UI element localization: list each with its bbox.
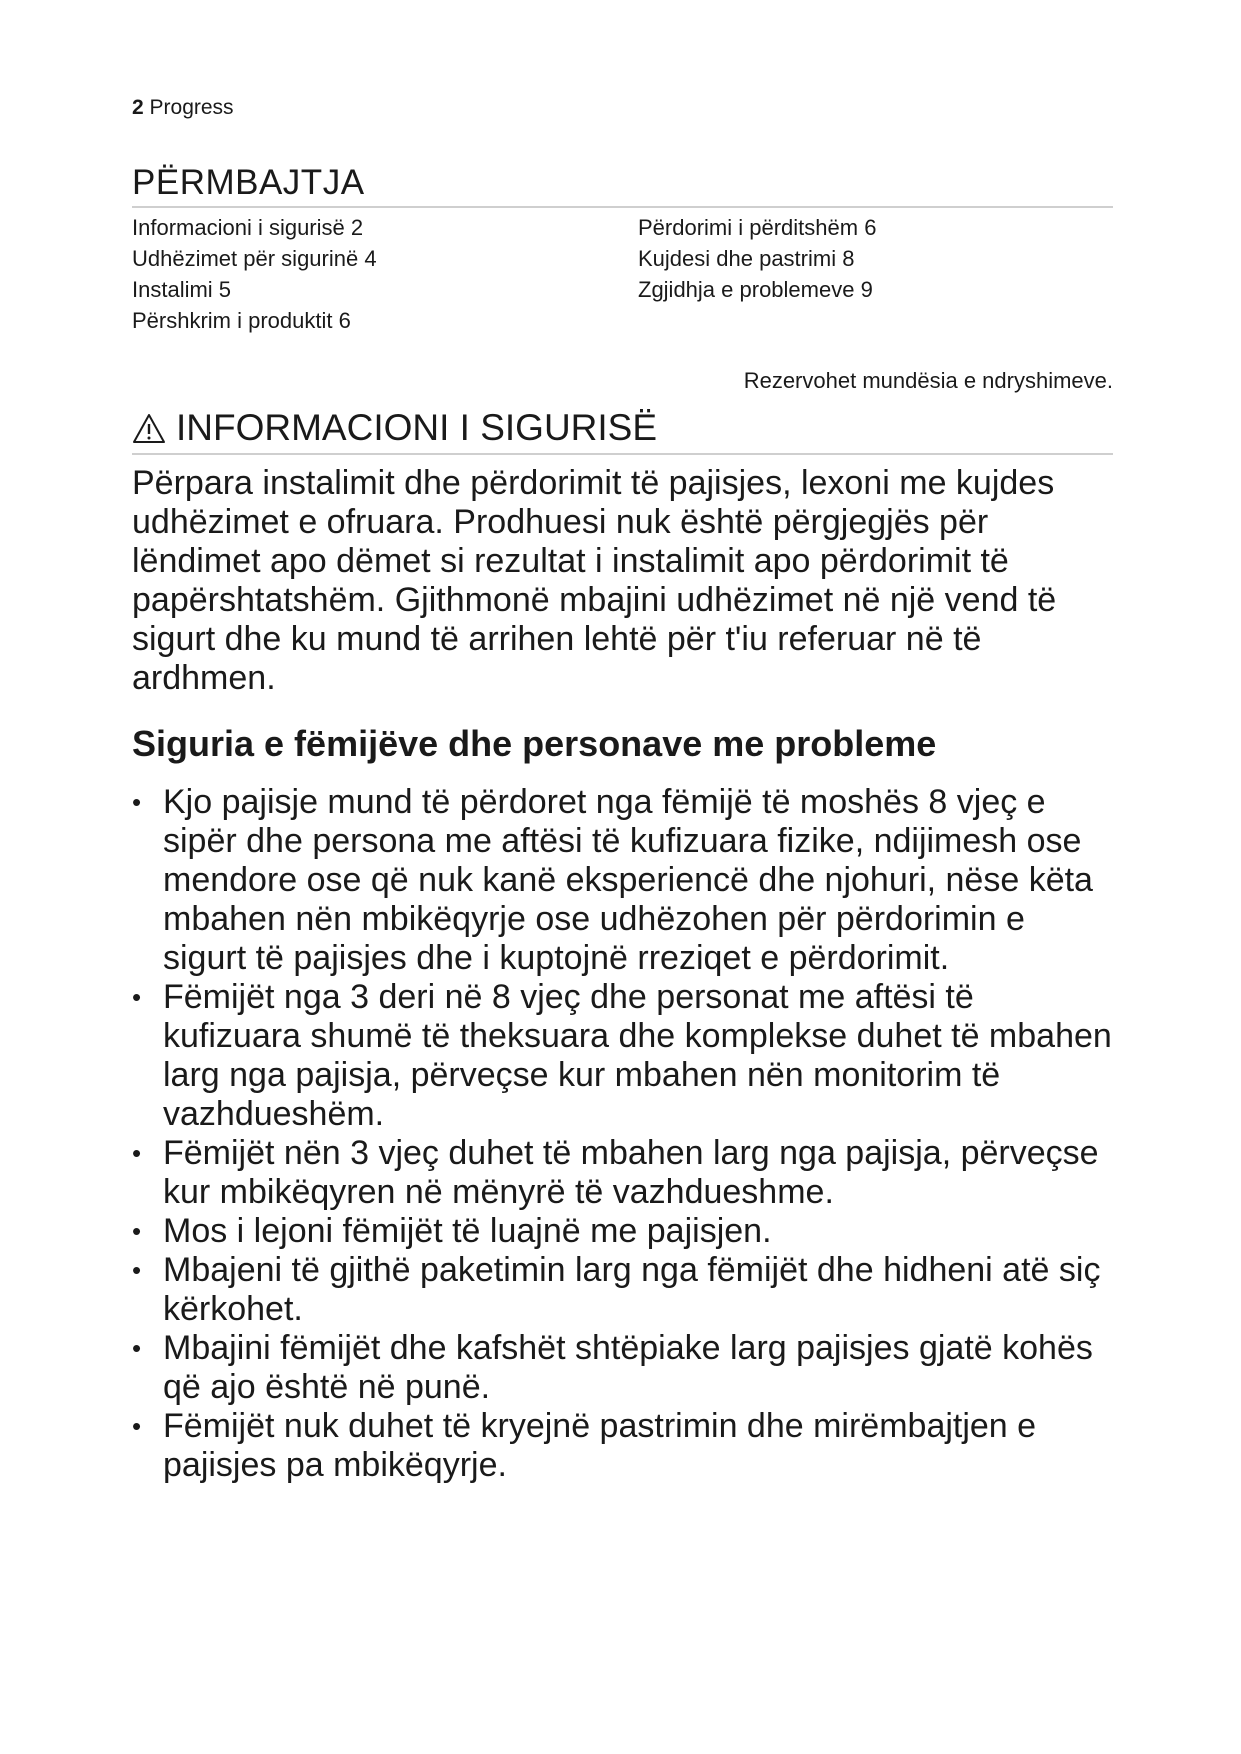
list-item <box>132 1407 1113 1485</box>
warning-icon <box>132 413 166 444</box>
list-item <box>132 1134 1113 1212</box>
list-item-text: Kjo pajisje mund të përdoret nga fëmijë të moshës 8 vjeç e sipër dhe persona me aftësi të kufizuara fizike, ndijimesh ose mendore ose që nuk kanë eksperiencë dhe njohuri, nëse këta mbahen nën mbikëqyrje ose udhëzohen për përdorimin e sigurt të pajisjes dhe i kuptojnë rreziqet e përdorimit. <box>163 783 1093 977</box>
section-title <box>132 407 657 449</box>
list-item-text: Fëmijët nga 3 deri në 8 vjeç dhe personat me aftësi të kufizuara shumë të theksuara dhe komplekse duhet të mbahen larg nga pajisja, përveçse kur mbahen nën monitorim të vazhdueshëm. <box>163 978 1112 1133</box>
list-item-text: Fëmijët nën 3 vjeç duhet të mbahen larg nga pajisja, përveçse kur mbikëqyren në mënyrë të vazhdueshme. <box>163 1134 1099 1211</box>
list-item-text: Mos i lejoni fëmijët të luajnë me pajisjen. <box>163 1212 772 1250</box>
toc-left-column <box>132 212 377 336</box>
bullet-icon: • <box>132 1255 142 1285</box>
toc-item[interactable]: Zgjidhja e problemeve 9 <box>638 277 873 302</box>
list-item-text: Mbajini fëmijët dhe kafshët shtëpiake larg pajisjes gjatë kohës që ajo është në punë. <box>163 1329 1093 1406</box>
bullet-icon: • <box>132 1333 142 1363</box>
toc-item[interactable]: Përshkrim i produktit 6 <box>132 308 351 333</box>
page-number: 2 <box>132 96 144 119</box>
section-divider <box>132 453 1113 455</box>
intro-paragraph: Përpara instalimit dhe përdorimit të pajisjes, lexoni me kujdes udhëzimet e ofruara. Prodhuesi nuk është përgjegjës për lëndimet apo dëmet si rezultat i instalimit apo përdorimit të papërshtatshëm. Gjithmonë mbajini udhëzimet në një vend të sigurt dhe ku mund të arrihen lehtë për t'iu referuar në të ardhmen. <box>132 464 1057 697</box>
toc-item[interactable]: Përdorimi i përditshëm 6 <box>638 215 877 240</box>
section-title-text: INFORMACIONI I SIGURISË <box>176 407 658 448</box>
toc-divider <box>132 206 1113 208</box>
list-item <box>132 1251 1113 1329</box>
list-item <box>132 978 1113 1134</box>
toc-item[interactable]: Instalimi 5 <box>132 277 232 302</box>
page-header <box>132 96 234 120</box>
safety-bullet-list <box>132 783 1113 1485</box>
toc-item[interactable]: Kujdesi dhe pastrimi 8 <box>638 246 855 271</box>
toc-item[interactable]: Udhëzimet për sigurinë 4 <box>132 246 377 271</box>
toc-title: PËRMBAJTJA <box>132 163 365 202</box>
bullet-icon: • <box>132 1411 142 1441</box>
bullet-icon: • <box>132 787 142 817</box>
list-item <box>132 1212 1113 1251</box>
bullet-icon: • <box>132 1138 142 1168</box>
list-item-text: Fëmijët nuk duhet të kryejnë pastrimin dhe mirëmbajtjen e pajisjes pa mbikëqyrje. <box>163 1407 1037 1484</box>
toc-item[interactable]: Informacioni i sigurisë 2 <box>132 215 364 240</box>
changes-reserved-note: Rezervohet mundësia e ndryshimeve. <box>743 368 1113 393</box>
subsection-title: Siguria e fëmijëve dhe personave me probleme <box>132 723 937 764</box>
bullet-icon: • <box>132 1216 142 1246</box>
list-item <box>132 783 1113 978</box>
list-item-text: Mbajeni të gjithë paketimin larg nga fëmijët dhe hidheni atë siç kërkohet. <box>163 1251 1101 1328</box>
brand-name: Progress <box>149 96 234 119</box>
toc-right-column <box>638 212 876 305</box>
list-item <box>132 1329 1113 1407</box>
bullet-icon: • <box>132 982 142 1012</box>
